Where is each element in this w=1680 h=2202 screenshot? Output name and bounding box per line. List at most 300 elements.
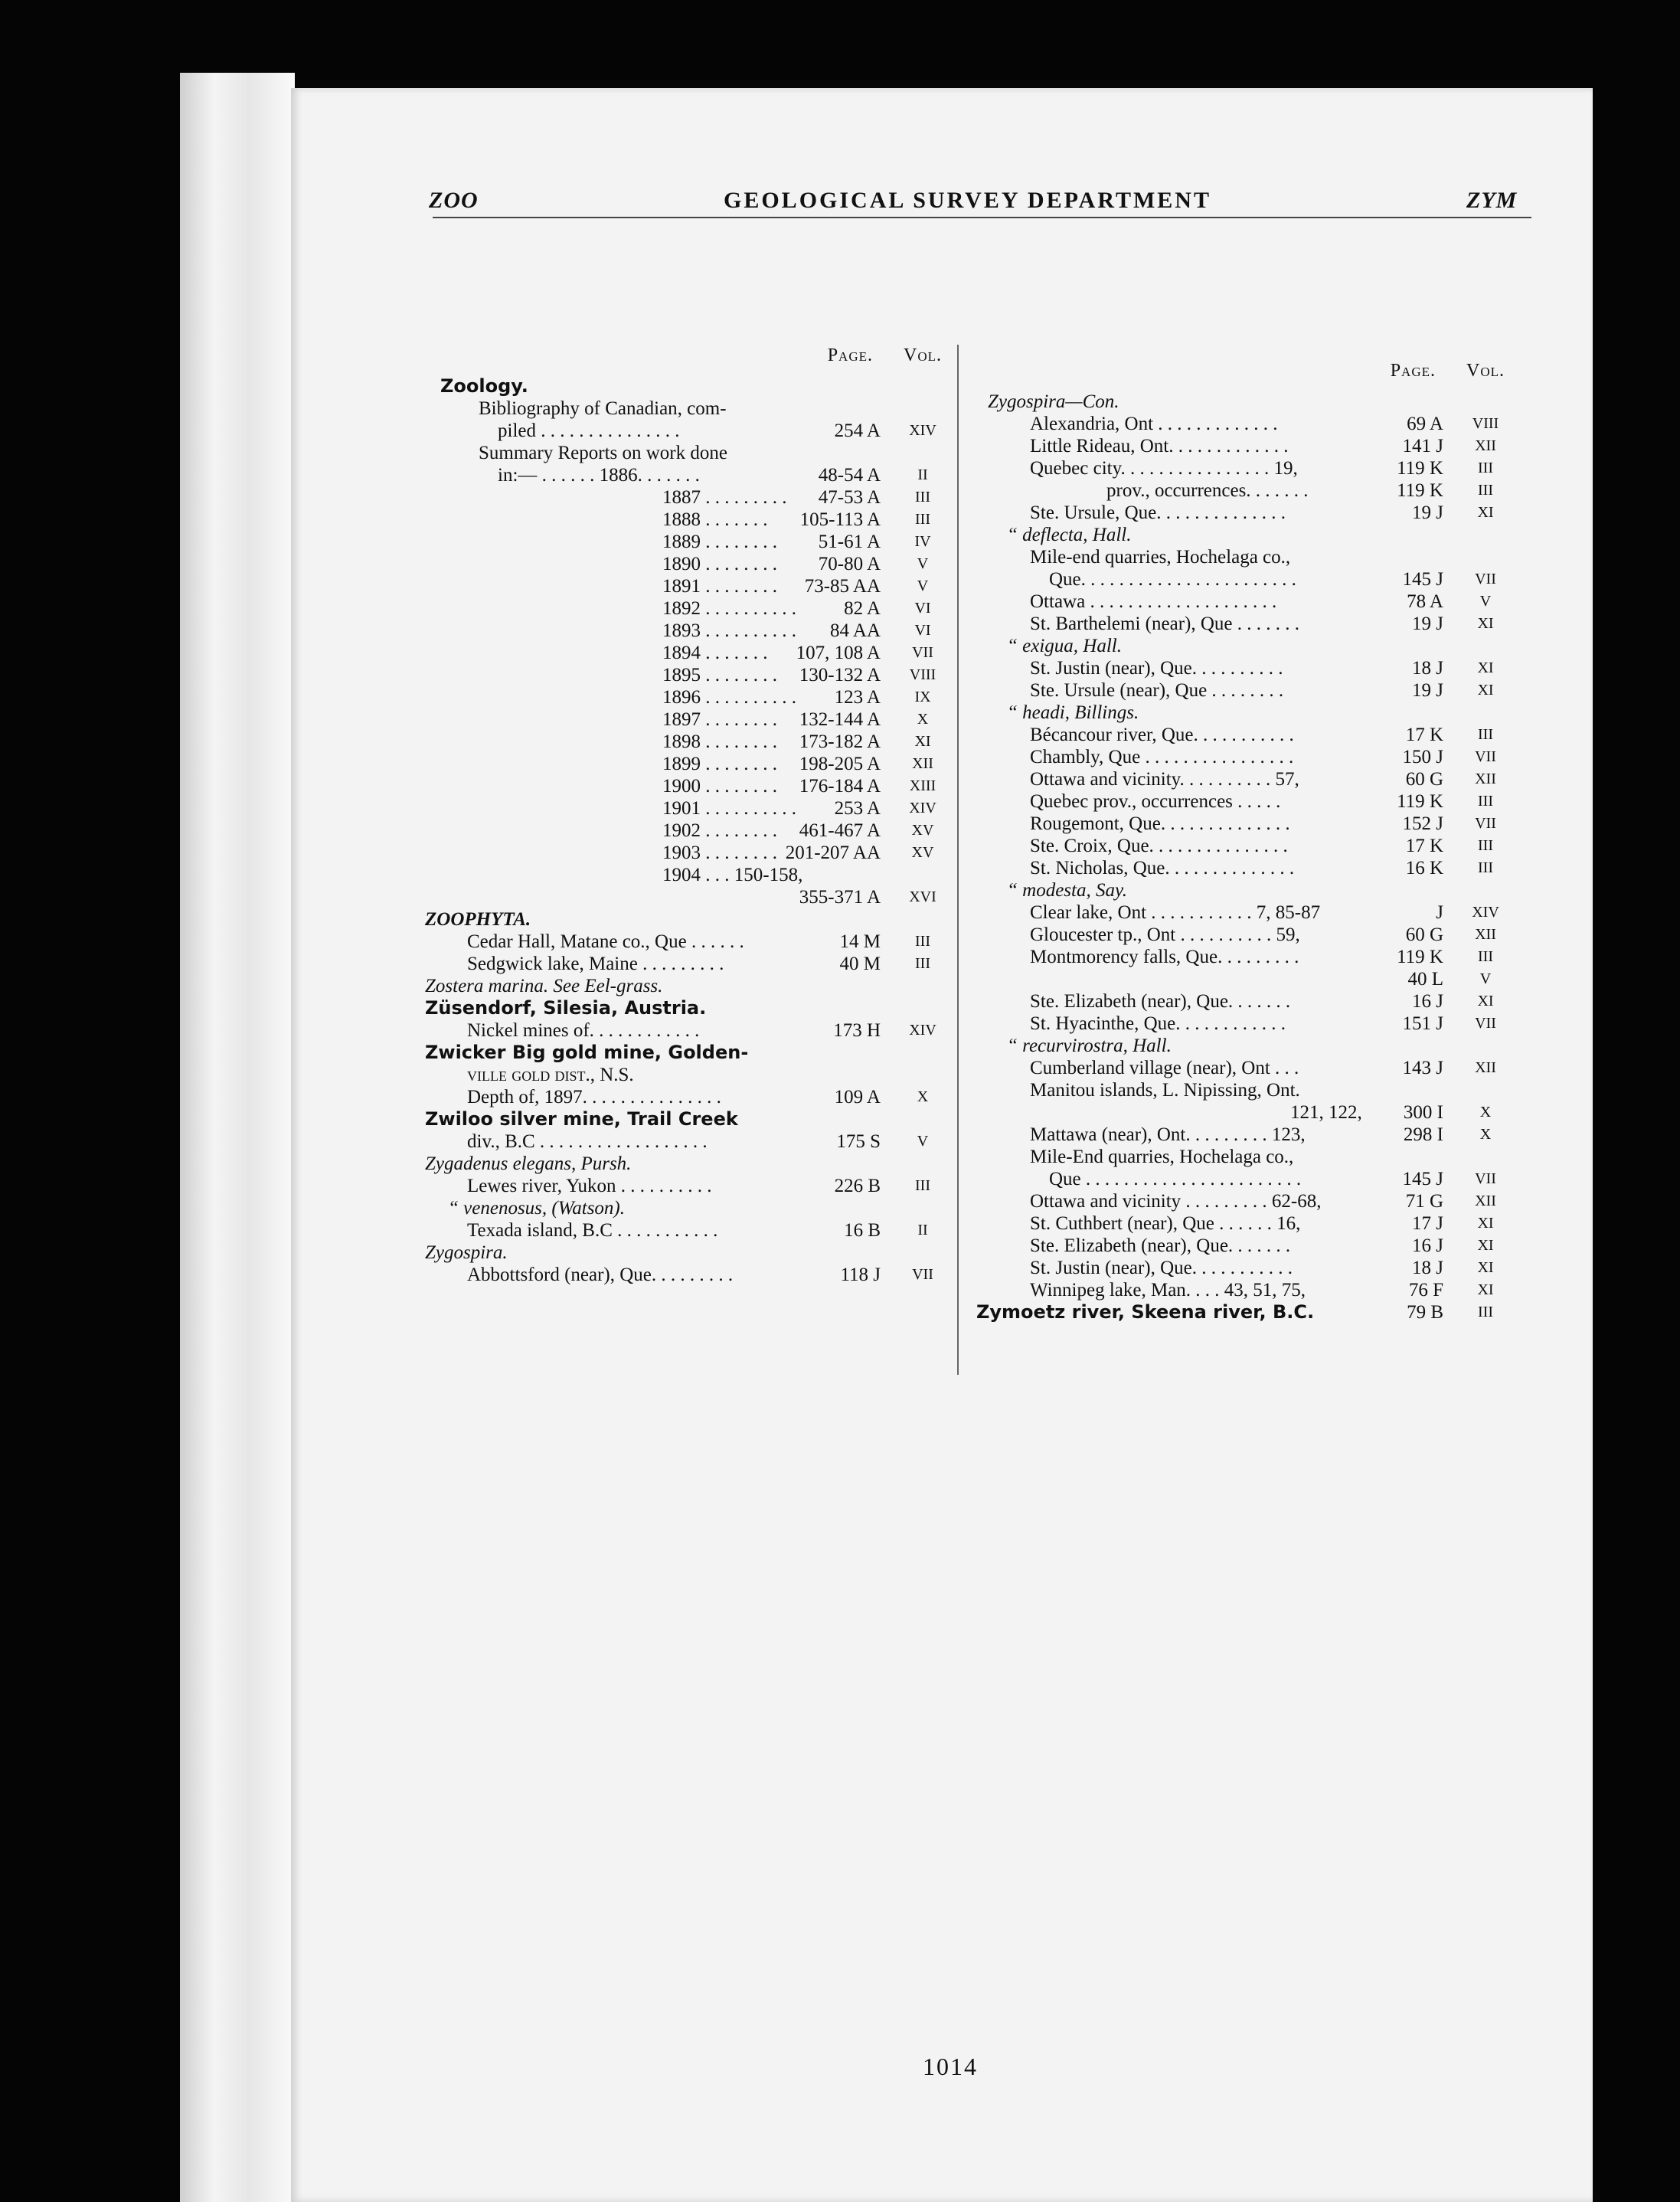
index-entry: [976, 790, 1516, 813]
header-right-guide-word: ZYM: [1466, 188, 1518, 213]
entry-page-ref: 173-182 A: [799, 731, 881, 752]
entry-text: Ste. Croix, Que. . . . . . . . . . . . . . .: [1030, 836, 1288, 856]
entry-page-ref: 71 G: [1405, 1191, 1443, 1212]
entry-volume: XII: [1475, 1193, 1496, 1209]
entry-text: St. Nicholas, Que. . . . . . . . . . . . . .: [1030, 858, 1295, 879]
entry-text: Bécancour river, Que. . . . . . . . . . .: [1030, 725, 1294, 745]
entry-text: St. Justin (near), Que. . . . . . . . . . .: [1030, 1258, 1293, 1278]
entry-volume: XI: [1477, 1215, 1494, 1232]
entry-text: ville gold dist., N.S.: [467, 1065, 634, 1085]
index-entry: [425, 797, 953, 820]
entry-page-ref: 79 B: [1407, 1302, 1443, 1323]
entry-volume: XV: [911, 844, 934, 861]
index-entry: [976, 835, 1516, 857]
entry-page-ref: 201-207 AA: [785, 843, 881, 863]
entry-text: 1891 . . . . . . . .: [662, 576, 777, 597]
entry-text: 1896 . . . . . . . . . .: [662, 687, 796, 708]
entry-volume: VII: [1475, 815, 1496, 832]
entry-page-ref: 119 K: [1397, 480, 1443, 501]
entry-text: Little Rideau, Ont. . . . . . . . . . . . .: [1030, 436, 1289, 456]
index-entry: [425, 820, 953, 842]
entry-volume: VII: [1475, 1015, 1496, 1032]
index-entry: [976, 1279, 1516, 1301]
entry-page-ref: 40 L: [1407, 969, 1443, 990]
index-entry: [976, 1035, 1516, 1057]
index-entry: [425, 1130, 953, 1153]
index-entry: [425, 1108, 953, 1130]
entry-page-ref: 175 S: [836, 1131, 881, 1152]
entry-volume: V: [1479, 593, 1492, 610]
index-entry: [976, 657, 1516, 679]
entry-volume: XI: [1477, 659, 1494, 676]
entry-text: Lewes river, Yukon . . . . . . . . . .: [467, 1176, 712, 1196]
index-entry: [976, 635, 1516, 657]
entry-volume: III: [1478, 837, 1493, 854]
index-entry: [976, 413, 1516, 435]
index-entry: [425, 597, 953, 620]
entry-page-ref: 141 J: [1402, 436, 1443, 456]
entry-volume: VI: [914, 622, 931, 639]
entry-text: 1889 . . . . . . . .: [662, 532, 777, 552]
entry-page-ref: 69 A: [1407, 414, 1443, 434]
entry-volume: XIV: [909, 422, 936, 439]
entry-volume: XII: [912, 755, 933, 772]
index-entry: [425, 531, 953, 553]
entry-text: St. Cuthbert (near), Que . . . . . . 16,: [1030, 1213, 1301, 1234]
index-column-right: [976, 360, 1516, 1323]
entry-text: 121, 122,: [1290, 1102, 1362, 1123]
entry-volume: XI: [1477, 1237, 1494, 1254]
index-entry: [976, 768, 1516, 790]
entry-text: 1903 . . . . . . . .: [662, 843, 777, 863]
entry-text: 1894 . . . . . . .: [662, 643, 768, 663]
entry-page-ref: 19 J: [1412, 680, 1443, 701]
index-entry: [425, 509, 953, 531]
entry-volume: III: [915, 1177, 930, 1194]
entry-page-ref: 226 B: [834, 1176, 881, 1196]
entry-text: “ recurvirostra, Hall.: [1007, 1036, 1172, 1056]
index-entry: [976, 1190, 1516, 1212]
entry-text: Mile-End quarries, Hochelaga co.,: [1030, 1147, 1294, 1167]
column-header-right: [976, 360, 1516, 391]
entry-text: St. Hyacinthe, Que. . . . . . . . . . . .: [1030, 1013, 1286, 1034]
index-entry: [425, 708, 953, 731]
index-entry: [976, 924, 1516, 946]
entry-text: St. Justin (near), Que. . . . . . . . . .: [1030, 658, 1283, 679]
header-rule: [433, 217, 1531, 218]
entry-volume: VIII: [1472, 415, 1499, 432]
index-entry: [425, 375, 953, 398]
entry-volume: V: [917, 555, 929, 572]
entry-page-ref: 17 J: [1412, 1213, 1443, 1234]
index-entry: [425, 864, 953, 886]
index-entry: [976, 968, 1516, 990]
right-entries: [976, 391, 1516, 1323]
index-entry: [976, 1079, 1516, 1101]
entry-text: Quebec city. . . . . . . . . . . . . . . . 19,: [1030, 458, 1298, 479]
entry-volume: XII: [1475, 771, 1496, 787]
index-entry: [976, 724, 1516, 746]
entry-text: in:— . . . . . . 1886. . . . . . .: [498, 465, 700, 486]
entry-text: Bibliography of Canadian, com-: [479, 398, 727, 419]
entry-page-ref: 143 J: [1402, 1058, 1443, 1078]
entry-text: Summary Reports on work done: [479, 443, 727, 463]
entry-text: 1890 . . . . . . . .: [662, 554, 777, 574]
entry-volume: III: [915, 489, 930, 506]
entry-page-ref: 176-184 A: [799, 776, 881, 797]
entry-page-ref: 298 I: [1403, 1124, 1443, 1145]
index-entry: [425, 975, 953, 997]
entry-volume: III: [1478, 948, 1493, 965]
entry-page-ref: 119 K: [1397, 458, 1443, 479]
index-entry: [425, 398, 953, 420]
index-entry: [425, 420, 953, 442]
entry-volume: VI: [914, 600, 931, 617]
index-entry: [976, 1057, 1516, 1079]
index-entry: [976, 901, 1516, 924]
index-entry: [976, 1257, 1516, 1279]
index-entry: [976, 502, 1516, 524]
index-entry: [425, 908, 953, 931]
entry-text: Gloucester tp., Ont . . . . . . . . . . 59,: [1030, 924, 1300, 945]
entry-text: Zygospira—Con.: [988, 391, 1119, 412]
entry-text: 1887 . . . . . . . . .: [662, 487, 787, 508]
entry-text: Mattawa (near), Ont. . . . . . . . . 123,: [1030, 1124, 1306, 1145]
entry-page-ref: 78 A: [1407, 591, 1443, 612]
entry-page-ref: 16 K: [1405, 858, 1443, 879]
index-entry: [425, 464, 953, 486]
entry-page-ref: 19 J: [1412, 502, 1443, 523]
entry-text: 1898 . . . . . . . .: [662, 731, 777, 752]
entry-text: 1904 . . . 150-158,: [662, 865, 803, 885]
index-entry: [976, 1146, 1516, 1168]
index-entry: [425, 1242, 953, 1264]
entry-volume: XIV: [909, 800, 936, 816]
entry-volume: III: [915, 933, 930, 950]
entry-page-ref: 105-113 A: [799, 509, 881, 530]
entry-page-ref: 130-132 A: [799, 665, 881, 685]
entry-page-ref: 16 J: [1412, 1235, 1443, 1256]
entry-text: “ exigua, Hall.: [1007, 636, 1122, 656]
entry-page-ref: 16 J: [1412, 991, 1443, 1012]
entry-text: 1902 . . . . . . . .: [662, 820, 777, 841]
entry-page-ref: 19 J: [1412, 613, 1443, 634]
column-divider: [957, 345, 959, 1375]
entry-text: div., B.C . . . . . . . . . . . . . . . . . .: [467, 1131, 708, 1152]
entry-page-ref: 145 J: [1402, 569, 1443, 590]
entry-page-ref: 48-54 A: [818, 465, 881, 486]
entry-page-ref: 18 J: [1412, 658, 1443, 679]
entry-page-ref: 198-205 A: [799, 754, 881, 774]
index-entry: [425, 1264, 953, 1286]
index-entry: [425, 842, 953, 864]
entry-page-ref: 107, 108 A: [796, 643, 881, 663]
entry-volume: XII: [1475, 437, 1496, 454]
index-entry: [425, 1175, 953, 1197]
entry-page-ref: 18 J: [1412, 1258, 1443, 1278]
entry-page-ref: J: [1436, 902, 1443, 923]
entry-volume: X: [917, 711, 929, 728]
index-entry: [976, 435, 1516, 457]
entry-page-ref: 118 J: [840, 1265, 881, 1285]
entry-text: prov., occurrences. . . . . . .: [1106, 480, 1309, 501]
entry-page-ref: 51-61 A: [818, 532, 881, 552]
index-entry: [425, 997, 953, 1019]
entry-text: Alexandria, Ont . . . . . . . . . . . . .: [1030, 414, 1278, 434]
entry-page-ref: 300 I: [1403, 1102, 1443, 1123]
index-entry: [976, 1235, 1516, 1257]
entry-text: 1900 . . . . . . . .: [662, 776, 777, 797]
entry-text: Zwiloo silver mine, Trail Creek: [425, 1108, 738, 1130]
entry-text: Montmorency falls, Que. . . . . . . . .: [1030, 947, 1299, 967]
entry-page-ref: 119 K: [1397, 791, 1443, 812]
entry-text: St. Barthelemi (near), Que . . . . . . .: [1030, 613, 1299, 634]
entry-text: Winnipeg lake, Man. . . . 43, 51, 75,: [1030, 1280, 1306, 1301]
entry-text: “ venenosus, (Watson).: [448, 1198, 626, 1219]
entry-text: 1888 . . . . . . .: [662, 509, 768, 530]
entry-text: Nickel mines of. . . . . . . . . . . .: [467, 1020, 700, 1041]
entry-text: Ste. Ursule, Que. . . . . . . . . . . . . .: [1030, 502, 1286, 523]
index-entry: [976, 1101, 1516, 1124]
entry-page-ref: 132-144 A: [799, 709, 881, 730]
entry-page-ref: 254 A: [834, 420, 881, 441]
entry-volume: III: [1478, 482, 1493, 499]
index-entry: [976, 746, 1516, 768]
entry-text: Ste. Ursule (near), Que . . . . . . . .: [1030, 680, 1284, 701]
index-entry: [976, 813, 1516, 835]
entry-volume: III: [1478, 859, 1493, 876]
index-entry: [976, 524, 1516, 546]
entry-text: “ headi, Billings.: [1007, 702, 1139, 723]
entry-volume: XI: [1477, 1281, 1494, 1298]
entry-volume: XV: [911, 822, 934, 839]
entry-page-ref: 16 B: [844, 1220, 881, 1241]
index-entry: [425, 753, 953, 775]
entry-volume: III: [915, 511, 930, 528]
entry-text: ZOOPHYTA.: [425, 909, 531, 930]
entry-page-ref: 40 M: [839, 954, 881, 974]
index-entry: [425, 731, 953, 753]
entry-volume: XI: [1477, 1259, 1494, 1276]
entry-volume: VII: [1475, 1170, 1496, 1187]
entry-text: “ modesta, Say.: [1007, 880, 1127, 901]
entry-page-ref: 150 J: [1402, 747, 1443, 767]
entry-text: 1892 . . . . . . . . . .: [662, 598, 796, 619]
entry-text: Ste. Elizabeth (near), Que. . . . . . .: [1030, 1235, 1291, 1256]
index-entry: [976, 702, 1516, 724]
index-entry: [425, 931, 953, 953]
entry-volume: X: [1479, 1104, 1492, 1121]
entry-volume: VII: [1475, 571, 1496, 587]
index-entry: [425, 486, 953, 509]
index-entry: [976, 1301, 1516, 1323]
entry-volume: VII: [1475, 748, 1496, 765]
entry-text: Zygadenus elegans, Pursh.: [425, 1153, 632, 1174]
entry-text: Que. . . . . . . . . . . . . . . . . . . . . . .: [1049, 569, 1296, 590]
entry-text: Chambly, Que . . . . . . . . . . . . . . . .: [1030, 747, 1294, 767]
entry-text: Depth of, 1897. . . . . . . . . . . . . . .: [467, 1087, 721, 1108]
column-header-left: [425, 345, 953, 375]
entry-page-ref: 82 A: [844, 598, 881, 619]
entry-volume: IV: [914, 533, 931, 550]
entry-volume: II: [917, 466, 928, 483]
entry-page-ref: 145 J: [1402, 1169, 1443, 1189]
entry-page-ref: 173 H: [833, 1020, 881, 1041]
entry-text: Ste. Elizabeth (near), Que. . . . . . .: [1030, 991, 1291, 1012]
index-entry: [425, 1064, 953, 1086]
header-left-guide-word: ZOO: [429, 188, 479, 213]
index-entry: [425, 1153, 953, 1175]
entry-volume: V: [1479, 970, 1492, 987]
entry-volume: XII: [1475, 926, 1496, 943]
index-entry: [976, 1124, 1516, 1146]
entry-volume: VIII: [909, 666, 936, 683]
entry-page-ref: 461-467 A: [799, 820, 881, 841]
entry-text: Clear lake, Ont . . . . . . . . . . . 7, 85-87: [1030, 902, 1321, 923]
index-column-left: [425, 345, 953, 1286]
entry-text: Quebec prov., occurrences . . . . .: [1030, 791, 1281, 812]
entry-page-ref: 355-371 A: [799, 887, 881, 908]
index-entry: [425, 442, 953, 464]
entry-volume: III: [915, 955, 930, 972]
index-entry: [976, 591, 1516, 613]
index-entry: [976, 946, 1516, 968]
entry-volume: XIV: [909, 1022, 936, 1039]
entry-volume: XI: [1477, 504, 1494, 521]
entry-volume: VII: [912, 1266, 933, 1283]
entry-volume: X: [1479, 1126, 1492, 1143]
index-entry: [976, 613, 1516, 635]
entry-page-ref: 253 A: [834, 798, 881, 819]
entry-text: Zostera marina. See Eel-grass.: [425, 976, 663, 996]
index-entry: [425, 1086, 953, 1108]
index-entry: [425, 664, 953, 686]
index-entry: [425, 686, 953, 708]
entry-volume: III: [1478, 460, 1493, 476]
entry-page-ref: 76 F: [1408, 1280, 1443, 1301]
entry-page-ref: 123 A: [834, 687, 881, 708]
entry-text: Que . . . . . . . . . . . . . . . . . . . . . . .: [1049, 1169, 1302, 1189]
entry-text: Zoology.: [440, 375, 528, 397]
entry-page-ref: 151 J: [1402, 1013, 1443, 1034]
entry-text: piled . . . . . . . . . . . . . . .: [498, 420, 680, 441]
book-page-edges: [180, 73, 295, 2202]
entry-volume: XVI: [909, 888, 936, 905]
page-column-label: Page.: [1390, 361, 1436, 381]
entry-text: Sedgwick lake, Maine . . . . . . . . .: [467, 954, 724, 974]
entry-text: Manitou islands, L. Nipissing, Ont.: [1030, 1080, 1300, 1101]
index-entry: [976, 879, 1516, 901]
page-number: 1014: [923, 2053, 978, 2080]
index-entry: [425, 642, 953, 664]
entry-page-ref: 60 G: [1405, 924, 1443, 945]
entry-page-ref: 14 M: [839, 931, 881, 952]
index-entry: [976, 990, 1516, 1013]
entry-text: Mile-end quarries, Hochelaga co.,: [1030, 547, 1291, 568]
entry-text: Rougemont, Que. . . . . . . . . . . . . .: [1030, 813, 1290, 834]
entry-volume: X: [917, 1088, 929, 1105]
entry-volume: XI: [1477, 993, 1494, 1009]
entry-page-ref: 60 G: [1405, 769, 1443, 790]
index-entry: [425, 1019, 953, 1042]
entry-volume: III: [1478, 1304, 1493, 1320]
index-entry: [976, 457, 1516, 479]
entry-text: Zwicker Big gold mine, Golden-: [425, 1042, 749, 1063]
entry-page-ref: 119 K: [1397, 947, 1443, 967]
vol-column-label: Vol.: [904, 345, 942, 365]
index-entry: [425, 553, 953, 575]
entry-volume: XII: [1475, 1059, 1496, 1076]
index-entry: [976, 479, 1516, 502]
index-entry: [425, 775, 953, 797]
entry-volume: XI: [1477, 615, 1494, 632]
entry-text: 1901 . . . . . . . . . .: [662, 798, 796, 819]
entry-page-ref: 109 A: [834, 1087, 881, 1108]
entry-page-ref: 152 J: [1402, 813, 1443, 834]
entry-text: Ottawa and vicinity . . . . . . . . . 62-68,: [1030, 1191, 1322, 1212]
entry-volume: III: [1478, 726, 1493, 743]
entry-text: Texada island, B.C . . . . . . . . . . .: [467, 1220, 718, 1241]
entry-text: Zygospira.: [425, 1242, 508, 1263]
entry-volume: V: [917, 577, 929, 594]
entry-volume: XIV: [1472, 904, 1499, 921]
entry-volume: XI: [914, 733, 931, 750]
entry-text: Ottawa and vicinity. . . . . . . . . . 57,: [1030, 769, 1299, 790]
left-entries: [425, 375, 953, 1286]
entry-volume: VII: [912, 644, 933, 661]
index-entry: [425, 1042, 953, 1064]
index-entry: [976, 679, 1516, 702]
index-entry: [425, 953, 953, 975]
index-entry: [976, 1212, 1516, 1235]
index-entry: [425, 1219, 953, 1242]
entry-text: 1899 . . . . . . . .: [662, 754, 777, 774]
entry-volume: V: [917, 1133, 929, 1150]
entry-page-ref: 47-53 A: [818, 487, 881, 508]
entry-volume: IX: [914, 689, 931, 705]
index-entry: [425, 575, 953, 597]
entry-page-ref: 70-80 A: [818, 554, 881, 574]
vol-column-label: Vol.: [1466, 361, 1505, 381]
entry-page-ref: 84 AA: [830, 620, 881, 641]
index-entry: [976, 391, 1516, 413]
index-entry: [976, 1013, 1516, 1035]
entry-text: 1897 . . . . . . . .: [662, 709, 777, 730]
entry-text: Ottawa . . . . . . . . . . . . . . . . . . . .: [1030, 591, 1277, 612]
entry-volume: II: [917, 1222, 928, 1238]
entry-volume: XIII: [909, 777, 936, 794]
entry-text: 1893 . . . . . . . . . .: [662, 620, 796, 641]
index-entry: [976, 568, 1516, 591]
entry-page-ref: 17 K: [1405, 836, 1443, 856]
index-entry: [425, 1197, 953, 1219]
running-title: GEOLOGICAL SURVEY DEPARTMENT: [724, 188, 1211, 213]
page-column-label: Page.: [827, 345, 873, 365]
index-entry: [425, 886, 953, 908]
index-entry: [976, 857, 1516, 879]
entry-page-ref: 73-85 AA: [804, 576, 881, 597]
entry-text: Zymoetz river, Skeena river, B.C.: [976, 1301, 1315, 1323]
entry-text: Abbottsford (near), Que. . . . . . . . .: [467, 1265, 734, 1285]
entry-volume: XI: [1477, 682, 1494, 699]
index-entry: [425, 620, 953, 642]
entry-text: “ deflecta, Hall.: [1007, 525, 1132, 545]
entry-text: Cedar Hall, Matane co., Que . . . . . .: [467, 931, 744, 952]
entry-text: 1895 . . . . . . . .: [662, 665, 777, 685]
entry-volume: III: [1478, 793, 1493, 810]
entry-text: Züsendorf, Silesia, Austria.: [425, 997, 707, 1019]
index-entry: [976, 546, 1516, 568]
